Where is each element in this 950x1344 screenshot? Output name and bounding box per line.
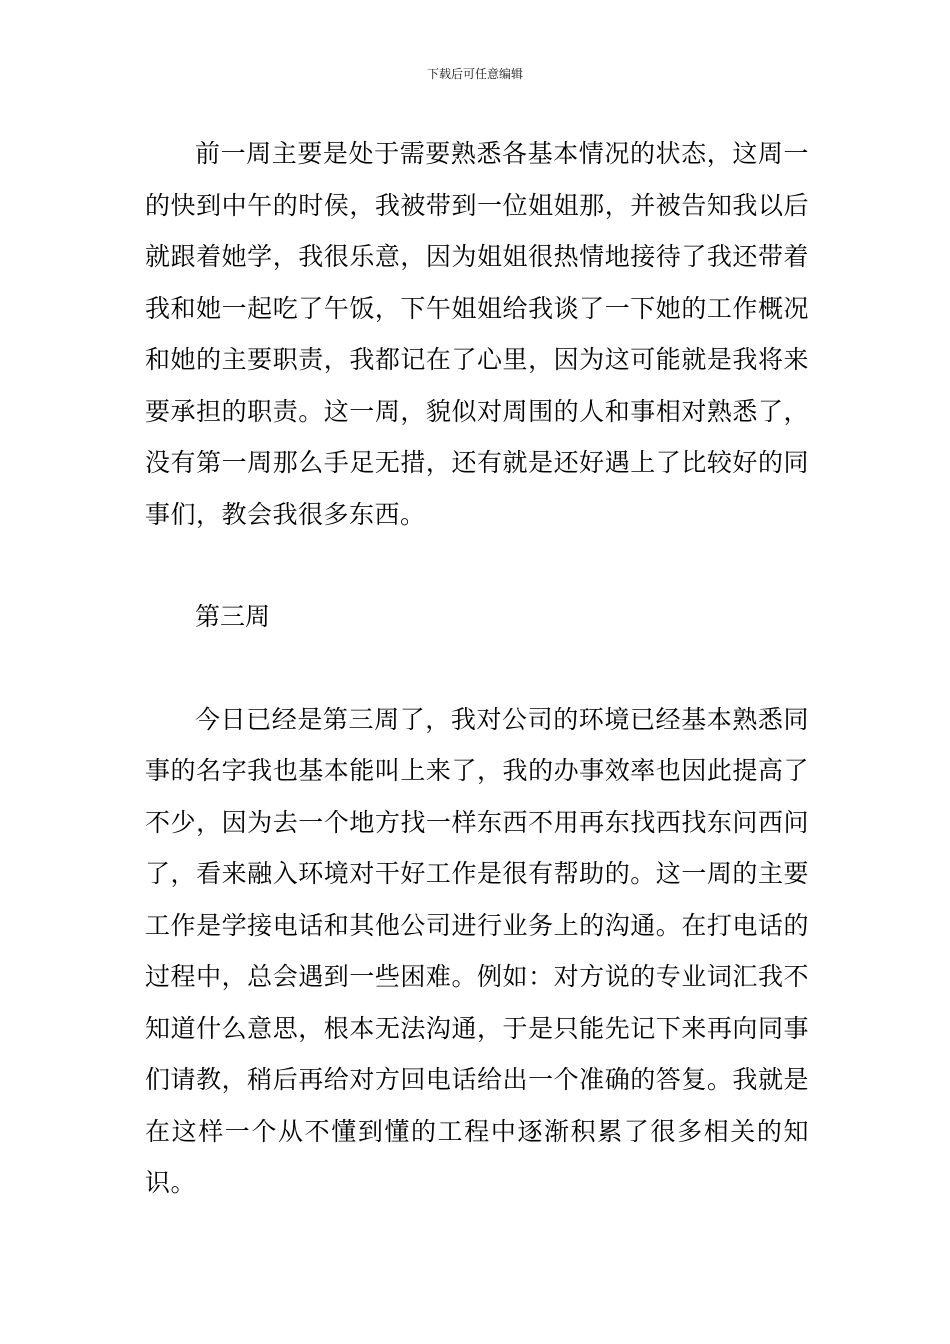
page-header: 下载后可任意编辑 — [426, 67, 523, 81]
document-body — [145, 128, 809, 1209]
paragraph-week-three: 今日已经是第三周了，我对公司的环境已经基本熟悉同事的名字我也基本能叫上来了，我的办事效率也因此提高了不少，因为去一个地方找一样东西不用再东找西找东问西问了，看来融入环境对干好工作是很有帮助的。这一周的主要工作是学接电话和其他公司进行业务上的沟通。在打电话的过程中，总会遇到一些困难。例如：对方说的专业词汇我不知道什么意思，根本无法沟通，于是只能先记下来再向同事们请教，稍后再给对方回电话给出一个准确的答复。我就是在这样一个从不懂到懂的工程中逐渐积累了很多相关的知识。 — [145, 704, 809, 1197]
section-heading-week-three: 第三周 — [195, 602, 271, 631]
paragraph-week-two: 前一周主要是处于需要熟悉各基本情况的状态，这周一的快到中午的时侯，我被带到一位姐姐那，并被告知我以后就跟着她学，我很乐意，因为姐姐很热情地接待了我还带着我和她一起吃了午饭，下午姐姐给我谈了一下她的工作概况和她的主要职责，我都记在了心里，因为这可能就是我将来要承担的职责。这一周，貌似对周围的人和事相对熟悉了，没有第一周那么手足无措，还有就是还好遇上了比较好的同事们，教会我很多东西。 — [145, 139, 809, 529]
